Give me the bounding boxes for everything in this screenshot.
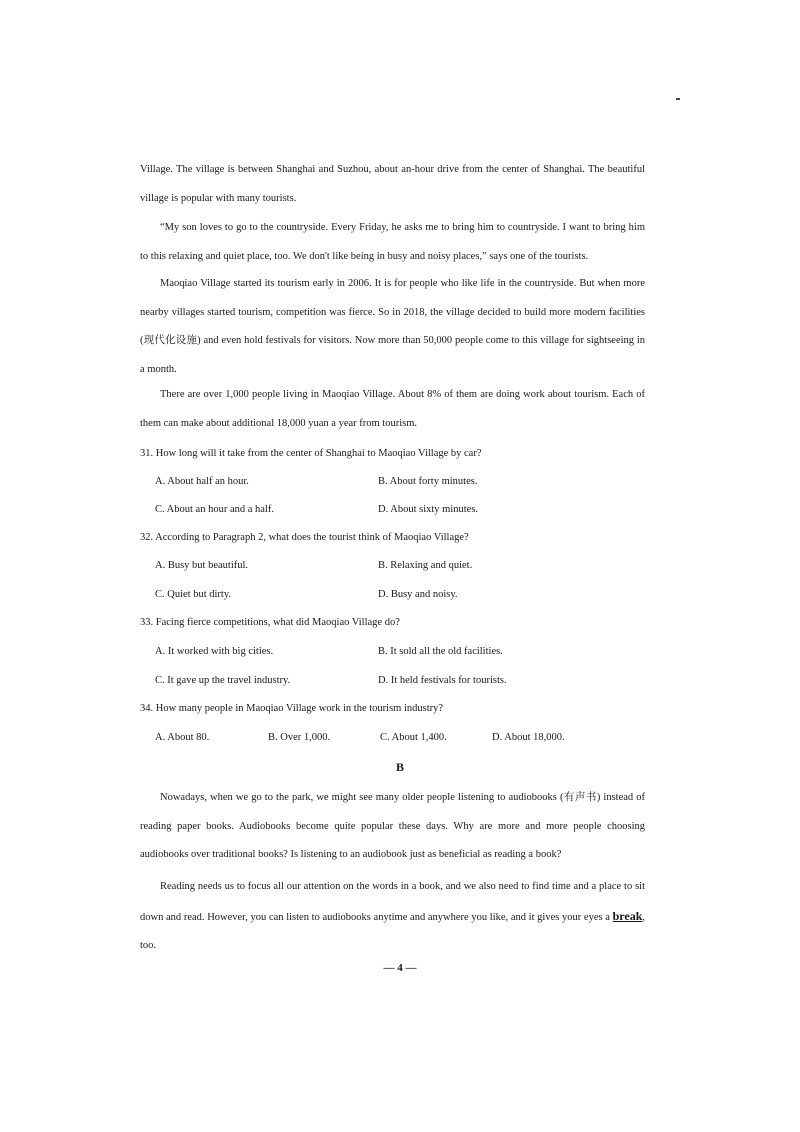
question-31-option-a: A. About half an hour. bbox=[155, 476, 249, 487]
highlighted-word-break: break bbox=[612, 908, 643, 923]
question-34-option-a: A. About 80. bbox=[155, 732, 210, 743]
passage-b-paragraph-2-end: , too. bbox=[140, 911, 645, 951]
question-31-option-d: D. About sixty minutes. bbox=[378, 504, 479, 515]
passage-b-paragraph-2 bbox=[140, 873, 645, 961]
question-32-option-c: C. Quiet but dirty. bbox=[155, 589, 232, 600]
question-34-option-b: B. Over 1,000. bbox=[268, 732, 331, 743]
question-33-option-d: D. It held festivals for tourists. bbox=[378, 675, 507, 686]
question-33-stem: 33. Facing fierce competitions, what did Maoqiao Village do? bbox=[140, 617, 400, 628]
question-31-stem: 31. How long will it take from the center of Shanghai to Maoqiao Village by car? bbox=[140, 448, 482, 459]
scan-speck bbox=[676, 98, 680, 100]
question-33-option-c: C. It gave up the travel industry. bbox=[155, 675, 291, 686]
question-33-options-row-1 bbox=[155, 644, 645, 660]
question-31-options-row-2 bbox=[155, 502, 645, 518]
question-32-option-d: D. Busy and noisy. bbox=[378, 589, 458, 600]
passage-a-paragraph-3: Maoqiao Village started its tourism early in 2006. It is for people who like life in the countryside. But when more nearby villages started tourism, competition was fierce. So in 2018, the village decided to build more modern facilities (现代化设施) and even hold festivals for visitors. Now more than 50,000 people come to this village for sightseeing in a month. bbox=[140, 278, 645, 375]
passage-a-paragraph-4: There are over 1,000 people living in Maoqiao Village. About 8% of them are doing work about tourism. Each of them can make about additional 18,000 yuan a year from tourism. bbox=[140, 389, 645, 429]
passage-a-paragraph-2: “My son loves to go to the countryside. Every Friday, he asks me to bring him to countryside. I want to bring him to this relaxing and quiet place, too. We don't like being in busy and noisy places,” says one of the tourists. bbox=[140, 222, 645, 262]
passage-b-paragraph-2-start: Reading needs us to focus all our attention on the words in a book, and we also need to find time and a place to sit down and read. However, you can listen to audiobooks anytime and anywhere you like, and it gives your eyes a bbox=[140, 881, 645, 923]
question-34-option-d: D. About 18,000. bbox=[492, 732, 565, 743]
question-33-options-row-2 bbox=[155, 673, 645, 689]
question-32-stem: 32. According to Paragraph 2, what does the tourist think of Maoqiao Village? bbox=[140, 532, 469, 543]
question-33-option-b: B. It sold all the old facilities. bbox=[378, 646, 503, 657]
question-32-options-row-2 bbox=[155, 587, 645, 603]
page-number: — 4 — bbox=[383, 962, 417, 974]
question-34-option-c: C. About 1,400. bbox=[380, 732, 447, 743]
question-33-option-a: A. It worked with big cities. bbox=[155, 646, 274, 657]
question-32-option-a: A. Busy but beautiful. bbox=[155, 560, 249, 571]
section-b-title: B bbox=[395, 760, 404, 774]
question-34-options-row bbox=[155, 730, 645, 746]
question-34-stem: 34. How many people in Maoqiao Village work in the tourism industry? bbox=[140, 703, 444, 714]
question-31-option-c: C. About an hour and a half. bbox=[155, 504, 274, 515]
passage-a-paragraph-1: Village. The village is between Shanghai and Suzhou, about an-hour drive from the center of Shanghai. The beautiful village is popular with many tourists. bbox=[140, 164, 645, 204]
question-31-options-row-1 bbox=[155, 474, 645, 490]
question-32-options-row-1 bbox=[155, 558, 645, 574]
passage-b-paragraph-1: Nowadays, when we go to the park, we might see many older people listening to audiobooks (有声书) instead of reading paper books. Audiobooks become quite popular these days. Why are more and more people choosing audiobooks over traditional books? Is listening to an audiobook just as beneficial as reading a book? bbox=[140, 792, 645, 860]
question-32-option-b: B. Relaxing and quiet. bbox=[378, 560, 473, 571]
question-31-option-b: B. About forty minutes. bbox=[378, 476, 478, 487]
